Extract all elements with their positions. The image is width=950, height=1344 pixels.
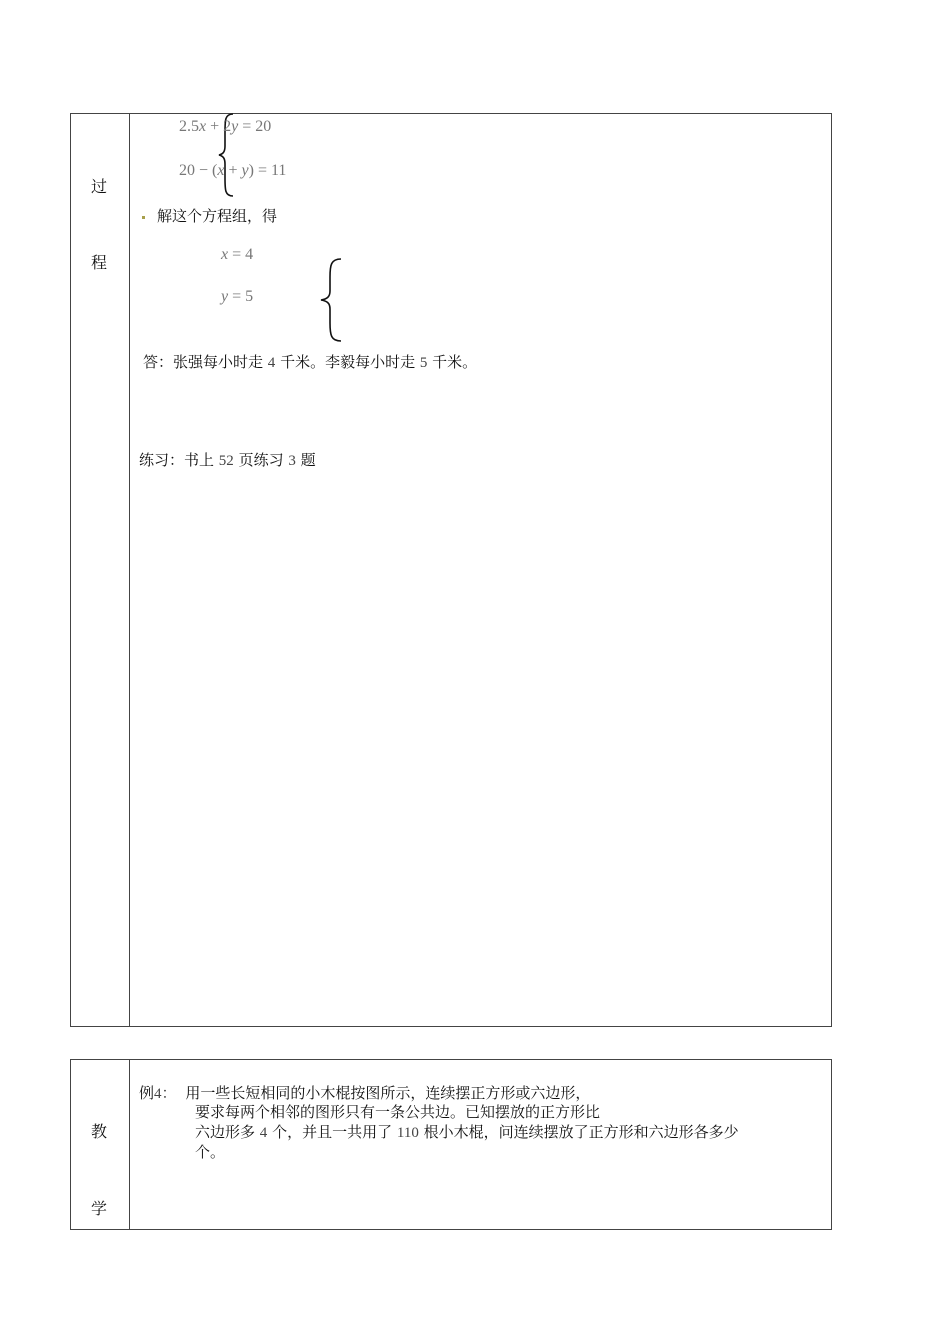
process-table xyxy=(70,113,832,1027)
teaching-table-divider xyxy=(129,1060,130,1229)
teaching-table xyxy=(70,1059,832,1230)
bullet-mark xyxy=(142,216,145,219)
example-label: 例4： xyxy=(139,1084,177,1102)
total-sticks-count: 110 xyxy=(396,1125,419,1141)
system2-brace xyxy=(319,257,343,343)
practice-line: 练习：书上 52 页练习 3 题 xyxy=(139,451,316,469)
answer-line: 答：张强每小时走 4 千米。李毅每小时走 5 千米。 xyxy=(143,353,478,371)
system1-eq2: 20 − (x + y) = 11 xyxy=(179,162,287,179)
answer-speed-li: 5 xyxy=(419,355,428,371)
extra-squares-count: 4 xyxy=(259,1125,268,1141)
side-label-xue: 学 xyxy=(91,1199,108,1218)
solve-text: 解这个方程组，得 xyxy=(157,207,278,225)
process-table-divider xyxy=(129,114,130,1026)
example-line-1: 例4： 用一些长短相同的小木棍按图所示，连续摆正方形或六边形， xyxy=(139,1084,591,1102)
system1-eq1: 2.5x + 2y = 20 xyxy=(179,118,272,135)
side-label-jiao: 教 xyxy=(91,1122,108,1141)
example-line-2: 要求每两个相邻的图形只有一条公共边。已知摆放的正方形比 xyxy=(195,1103,601,1121)
example-line-4: 个。 xyxy=(195,1143,226,1161)
system2-eq2: y = 5 xyxy=(221,288,254,305)
answer-speed-zhang: 4 xyxy=(267,355,276,371)
example-line-3: 六边形多 4 个，并且一共用了 110 根小木棍，问连续摆放了正方形和六边形各多少 xyxy=(195,1123,739,1141)
practice-page: 52 xyxy=(218,453,234,469)
side-label-cheng: 程 xyxy=(91,253,108,272)
practice-number: 3 xyxy=(288,453,296,469)
system2-eq1: x = 4 xyxy=(221,246,254,263)
side-label-guo: 过 xyxy=(91,177,108,196)
